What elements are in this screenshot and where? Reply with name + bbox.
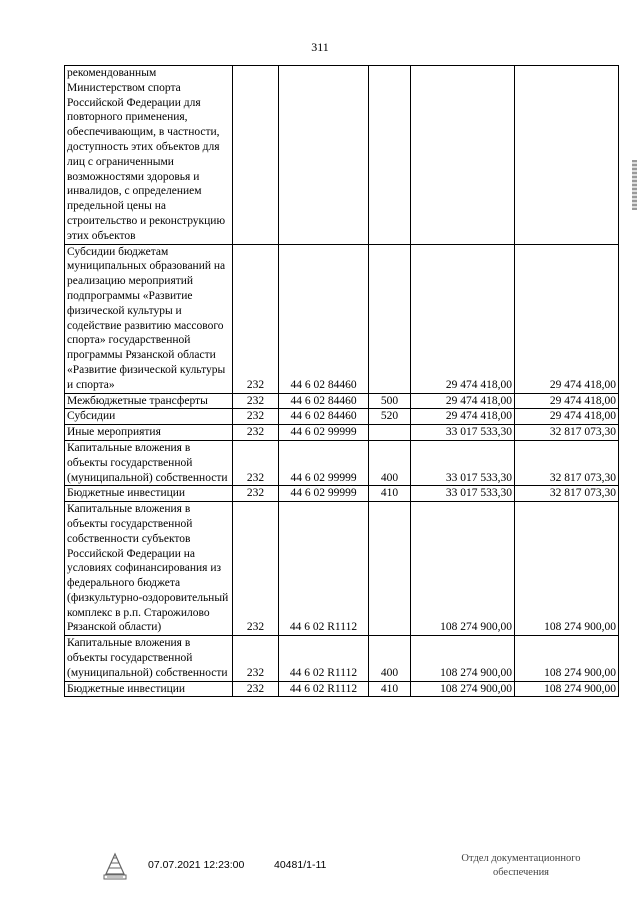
sum2-cell: 29 474 418,00 (515, 393, 619, 409)
sum1-cell: 33 017 533,30 (411, 486, 515, 502)
sum1-cell: 108 274 900,00 (411, 636, 515, 681)
budget-table (64, 65, 619, 697)
vr-cell: 520 (369, 409, 411, 425)
csr-cell: 44 6 02 84460 (279, 409, 369, 425)
ved-cell: 232 (233, 393, 279, 409)
sum2-cell: 32 817 073,30 (515, 425, 619, 441)
vr-cell (369, 502, 411, 636)
vr-cell: 400 (369, 636, 411, 681)
table-row (65, 66, 619, 245)
footer-datetime: 07.07.2021 12:23:00 (148, 859, 245, 871)
emblem-stamp-icon (100, 850, 130, 882)
csr-cell: 44 6 02 99999 (279, 486, 369, 502)
table-row (65, 486, 619, 502)
ved-cell: 232 (233, 502, 279, 636)
sum2-cell: 29 474 418,00 (515, 244, 619, 393)
csr-cell: 44 6 02 99999 (279, 425, 369, 441)
csr-cell: 44 6 02 84460 (279, 393, 369, 409)
row-name-cell: Капитальные вложения в объекты государственной собственности субъектов Российской Федерации на условиях софинансирования из федерального бюджета (физкультурно-оздоровительный комплекс в р.п. Старожилово Рязанской области) (65, 502, 233, 636)
sum1-cell: 29 474 418,00 (411, 393, 515, 409)
csr-cell: 44 6 02 99999 (279, 440, 369, 485)
vr-cell: 500 (369, 393, 411, 409)
ved-cell: 232 (233, 244, 279, 393)
table-row (65, 502, 619, 636)
row-name-cell: Субсидии бюджетам муниципальных образований на реализацию мероприятий подпрограммы «Развитие физической культуры и содействие развитию массового спорта» государственной программы Рязанской области «Развитие физической культуры и спорта» (65, 244, 233, 393)
ved-cell: 232 (233, 425, 279, 441)
vr-cell (369, 66, 411, 245)
sum2-cell: 32 817 073,30 (515, 440, 619, 485)
ved-cell: 232 (233, 486, 279, 502)
sum1-cell: 108 274 900,00 (411, 502, 515, 636)
table-row (65, 393, 619, 409)
sum1-cell: 108 274 900,00 (411, 681, 515, 697)
sum2-cell: 29 474 418,00 (515, 409, 619, 425)
ved-cell (233, 66, 279, 245)
sum2-cell: 108 274 900,00 (515, 636, 619, 681)
table-row (65, 636, 619, 681)
ved-cell: 232 (233, 636, 279, 681)
footer-department (436, 852, 606, 880)
footer-registration-number: 40481/1-11 (274, 859, 327, 871)
footer-department-line2: обеспечения (492, 867, 550, 878)
row-name-cell: Бюджетные инвестиции (65, 486, 233, 502)
ved-cell: 232 (233, 440, 279, 485)
ved-cell: 232 (233, 681, 279, 697)
vr-cell: 410 (369, 486, 411, 502)
row-name-cell: Капитальные вложения в объекты государственной (муниципальной) собственности (65, 636, 233, 681)
vr-cell: 410 (369, 681, 411, 697)
csr-cell: 44 6 02 R1112 (279, 636, 369, 681)
scan-edge-mark (632, 160, 637, 210)
sum1-cell: 33 017 533,30 (411, 440, 515, 485)
table-row (65, 425, 619, 441)
row-name-cell: Капитальные вложения в объекты государственной (муниципальной) собственности (65, 440, 233, 485)
vr-cell (369, 425, 411, 441)
page-number: 311 (311, 40, 329, 54)
row-name-cell: Бюджетные инвестиции (65, 681, 233, 697)
csr-cell: 44 6 02 84460 (279, 244, 369, 393)
csr-cell: 44 6 02 R1112 (279, 681, 369, 697)
sum1-cell: 29 474 418,00 (411, 409, 515, 425)
sum1-cell: 29 474 418,00 (411, 244, 515, 393)
row-name-cell: Субсидии (65, 409, 233, 425)
row-name-cell: Межбюджетные трансферты (65, 393, 233, 409)
sum2-cell (515, 66, 619, 245)
vr-cell (369, 244, 411, 393)
vr-cell: 400 (369, 440, 411, 485)
sum2-cell: 108 274 900,00 (515, 681, 619, 697)
table-row (65, 440, 619, 485)
csr-cell: 44 6 02 R1112 (279, 502, 369, 636)
sum1-cell: 33 017 533,30 (411, 425, 515, 441)
sum2-cell: 108 274 900,00 (515, 502, 619, 636)
footer-department-line1: Отдел документационного (461, 853, 581, 864)
table-row (65, 681, 619, 697)
row-name-cell: Иные мероприятия (65, 425, 233, 441)
table-row (65, 244, 619, 393)
row-name-cell: рекомендованным Министерством спорта Российской Федерации для повторного применения, обеспечивающим, в частности, доступность этих объектов для лиц с ограниченными возможностями здоровья и инвалидов, с определением предельной цены на строительство и реконструкцию этих объектов (65, 66, 233, 245)
document-footer (96, 850, 636, 890)
sum1-cell (411, 66, 515, 245)
ved-cell: 232 (233, 409, 279, 425)
sum2-cell: 32 817 073,30 (515, 486, 619, 502)
table-row (65, 409, 619, 425)
csr-cell (279, 66, 369, 245)
